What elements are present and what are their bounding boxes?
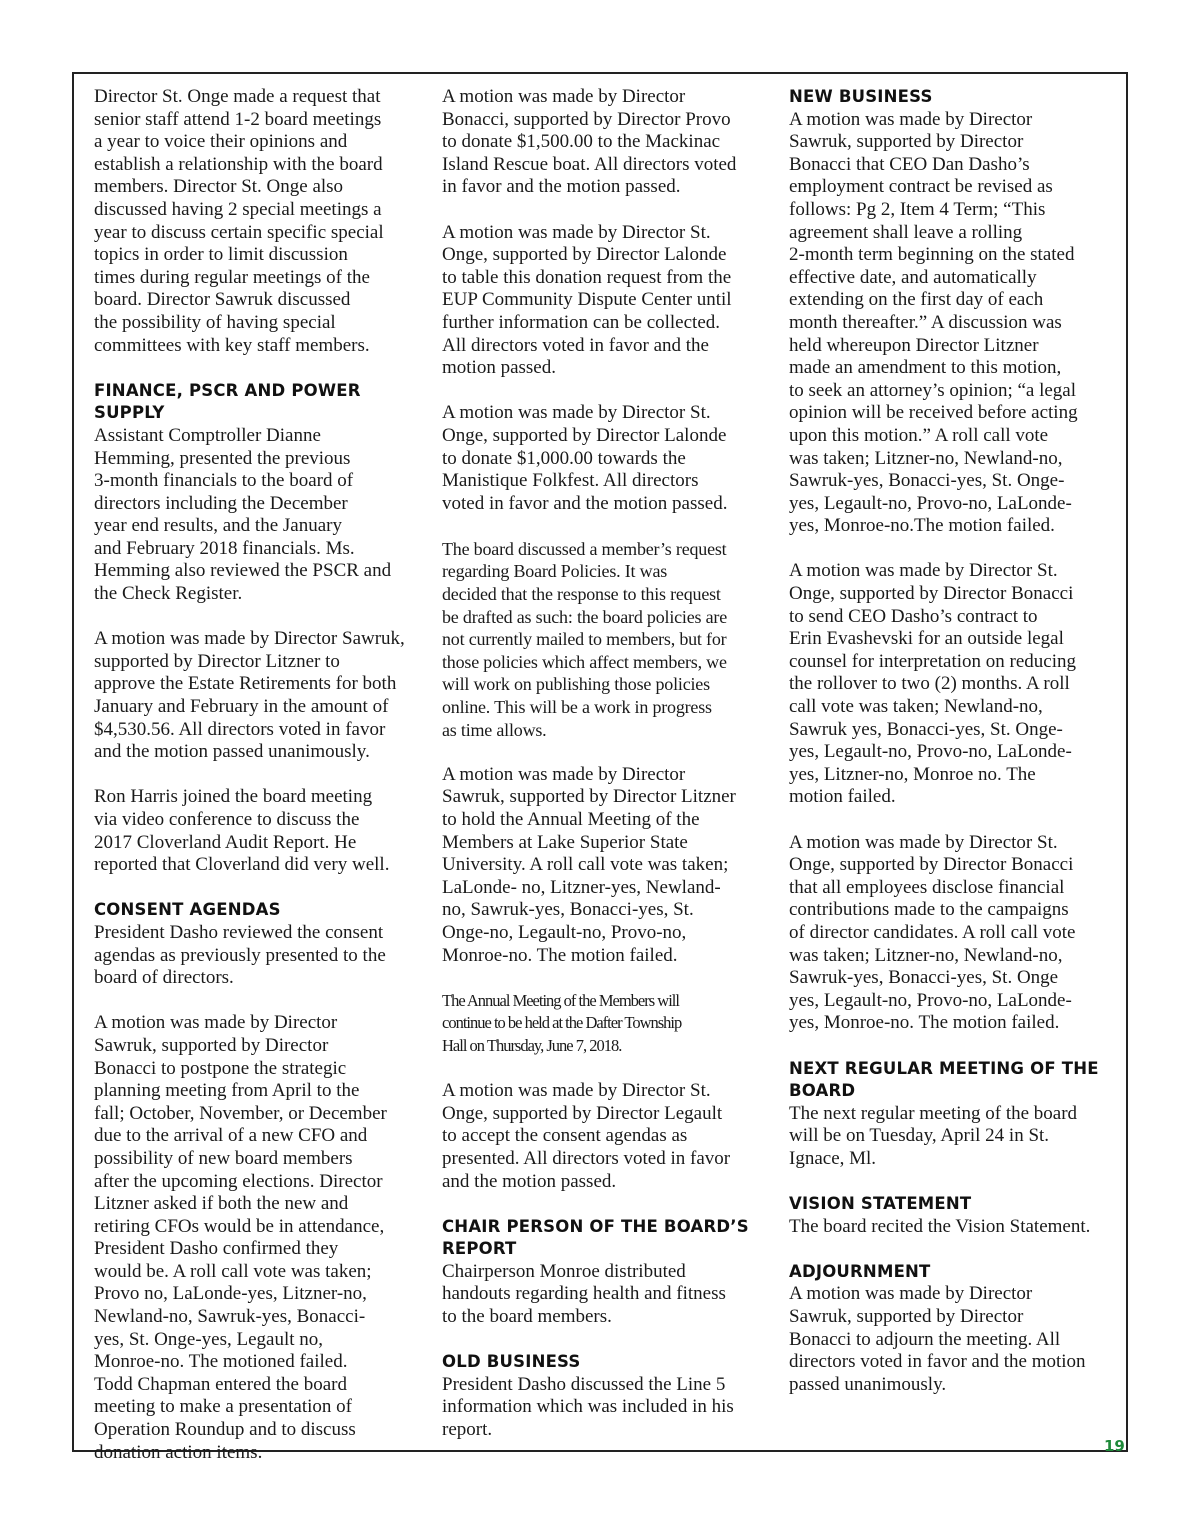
paragraph: Director St. Onge made a request that senior staff attend 1-2 board meetings a year to voice their opinions and establish a relationship with the board members. Director St. Onge also discussed having 2 special meetings a year to discuss certain specific special topics in order to limit discussion times during regular meetings of the board. Director Sawruk discussed the possibility of having special committees with key staff members. bbox=[94, 86, 384, 356]
section-heading-finance: FINANCE, PSCR AND POWER SUPPLY bbox=[94, 380, 361, 423]
paragraph: The board recited the Vision Statement. bbox=[789, 1215, 1091, 1237]
page-number: 19 bbox=[1104, 1437, 1125, 1455]
paragraph: Assistant Comptroller Dianne Hemming, presented the previous 3-month financials to the board of directors including the December year end results, and the January and February 2018 financials. Ms. Hemming also reviewed the PSCR and the Check Register. bbox=[94, 424, 392, 605]
paragraph: A motion was made by Director Sawruk, supported by Director Litzner to approve the Estate Retirements for both January and February in the amount of $4,530.56. All directors voted in favor and the motion passed unanimously. bbox=[94, 628, 405, 763]
section-heading-vision-statement: VISION STATEMENT bbox=[789, 1194, 972, 1214]
section-heading-old-business: OLD BUSINESS bbox=[442, 1352, 581, 1372]
paragraph: A motion was made by Director St. Onge, supported by Director Bonacci to send CEO Dasho’s contract to Erin Evashevski for an outside legal counsel for interpretation on reducing the rollover to two (2) months. A roll call vote was taken; Newland-no, Sawruk yes, Bonacci-yes, St. Onge- yes, Legault-no, Provo-no, LaLonde- yes, Litzner-no, Monroe no. The motion failed. bbox=[789, 560, 1077, 808]
section-heading-chair-report: CHAIR PERSON OF THE BOARD’S REPORT bbox=[442, 1216, 749, 1259]
paragraph: A motion was made by Director St. Onge, supported by Director Bonacci that all employees disclose financial contributions made to the campaigns of director candidates. A roll call vote was taken; Litzner-no, Newland-no, Sawruk-yes, Bonacci-yes, St. Onge yes, Legault-no, Provo-no, LaLonde- yes, Monroe-no. The motion failed. bbox=[789, 831, 1076, 1034]
paragraph: A motion was made by Director St. Onge, supported by Director Lalonde to table this donation request from the EUP Community Dispute Center until further information can be collected. All directors voted in favor and the motion passed. bbox=[442, 221, 732, 379]
paragraph: Ron Harris joined the board meeting via video conference to discuss the 2017 Cloverland Audit Report. He reported that Cloverland did very well. bbox=[94, 786, 390, 876]
section-heading-next-meeting: NEXT REGULAR MEETING OF THE BOARD bbox=[789, 1058, 1099, 1101]
paragraph: President Dasho discussed the Line 5 information which was included in his report. bbox=[442, 1373, 734, 1441]
column-left bbox=[94, 86, 424, 1487]
section-heading-consent-agendas: CONSENT AGENDAS bbox=[94, 900, 281, 920]
paragraph: President Dasho reviewed the consent agendas as previously presented to the board of directors. bbox=[94, 921, 386, 989]
paragraph: Chairperson Monroe distributed handouts regarding health and fitness to the board members. bbox=[442, 1260, 726, 1328]
paragraph-annual-meeting-notice: The Annual Meeting of the Members will continue to be held at the Dafter Township Hall on Thursday, June 7, 2018. bbox=[442, 990, 682, 1055]
paragraph: The next regular meeting of the board will be on Tuesday, April 24 in St. Ignace, Ml. bbox=[789, 1102, 1078, 1169]
section-heading-new-business: NEW BUSINESS bbox=[789, 87, 933, 106]
paragraph: The board discussed a member’s request regarding Board Policies. It was decided that the response to this request be drafted as such: the board policies are not currently mailed to members, but for those policies which affect members, we will work on publishing those policies online. This will be a work in progress as time allows. bbox=[442, 538, 727, 740]
paragraph: A motion was made by Director Sawruk, supported by Director Bonacci that CEO Dan Dasho’s employment contract be revised as follows: Pg 2, Item 4 Term; “This agreement shall leave a rolling 2-month term beginning on the stated effective date, and automatically extending on the first day of each month thereafter.” A discussion was held whereupon Director Litzner made an amendment to this motion, to seek an attorney’s opinion; “a legal opinion will be received before acting upon this motion.” A roll call vote was taken; Litzner-no, Newland-no, Sawruk-yes, Bonacci-yes, St. Onge- yes, Legault-no, Provo-no, LaLonde- yes, Monroe-no.The motion failed. bbox=[789, 108, 1078, 537]
paragraph: A motion was made by Director St. Onge, supported by Director Legault to accept the consent agendas as presented. All directors voted in favor and the motion passed. bbox=[442, 1080, 731, 1192]
paragraph: A motion was made by Director Sawruk, supported by Director Bonacci to postpone the strategic planning meeting from April to the fall; October, November, or December due to the arrival of a new CFO and possibility of new board members after the upcoming elections. Director Litzner asked if both the new and retiring CFOs would be in attendance, President Dasho confirmed they would be. A roll call vote was taken; Provo no, LaLonde-yes, Litzner-no, Newland-no, Sawruk-yes, Bonacci- yes, St. Onge-yes, Legault no, Monroe-no. The motioned failed. Todd Chapman entered the board meeting to make a presentation of Operation Roundup and to discuss donation action items. bbox=[94, 1012, 387, 1463]
paragraph: A motion was made by Director Sawruk, supported by Director Bonacci to adjourn the meeting. All directors voted in favor and the motion passed unanimously. bbox=[789, 1283, 1086, 1395]
paragraph: A motion was made by Director Sawruk, supported by Director Litzner to hold the Annual Meeting of the Members at Lake Superior State University. A roll call vote was taken; LaLonde- no, Litzner-yes, Newland- no, Sawruk-yes, Bonacci-yes, St. Onge-no, Legault-no, Provo-no, Monroe-no. The motion failed. bbox=[442, 763, 736, 966]
paragraph: A motion was made by Director Bonacci, supported by Director Provo to donate $1,500.00 to the Mackinac Island Rescue boat. All directors voted in favor and the motion passed. bbox=[442, 86, 737, 198]
paragraph: A motion was made by Director St. Onge, supported by Director Lalonde to donate $1,000.00 towards the Manistique Folkfest. All directors voted in favor and the motion passed. bbox=[442, 402, 728, 514]
column-right bbox=[789, 86, 1119, 1419]
column-middle bbox=[442, 86, 772, 1464]
section-heading-adjournment: ADJOURNMENT bbox=[789, 1261, 931, 1281]
